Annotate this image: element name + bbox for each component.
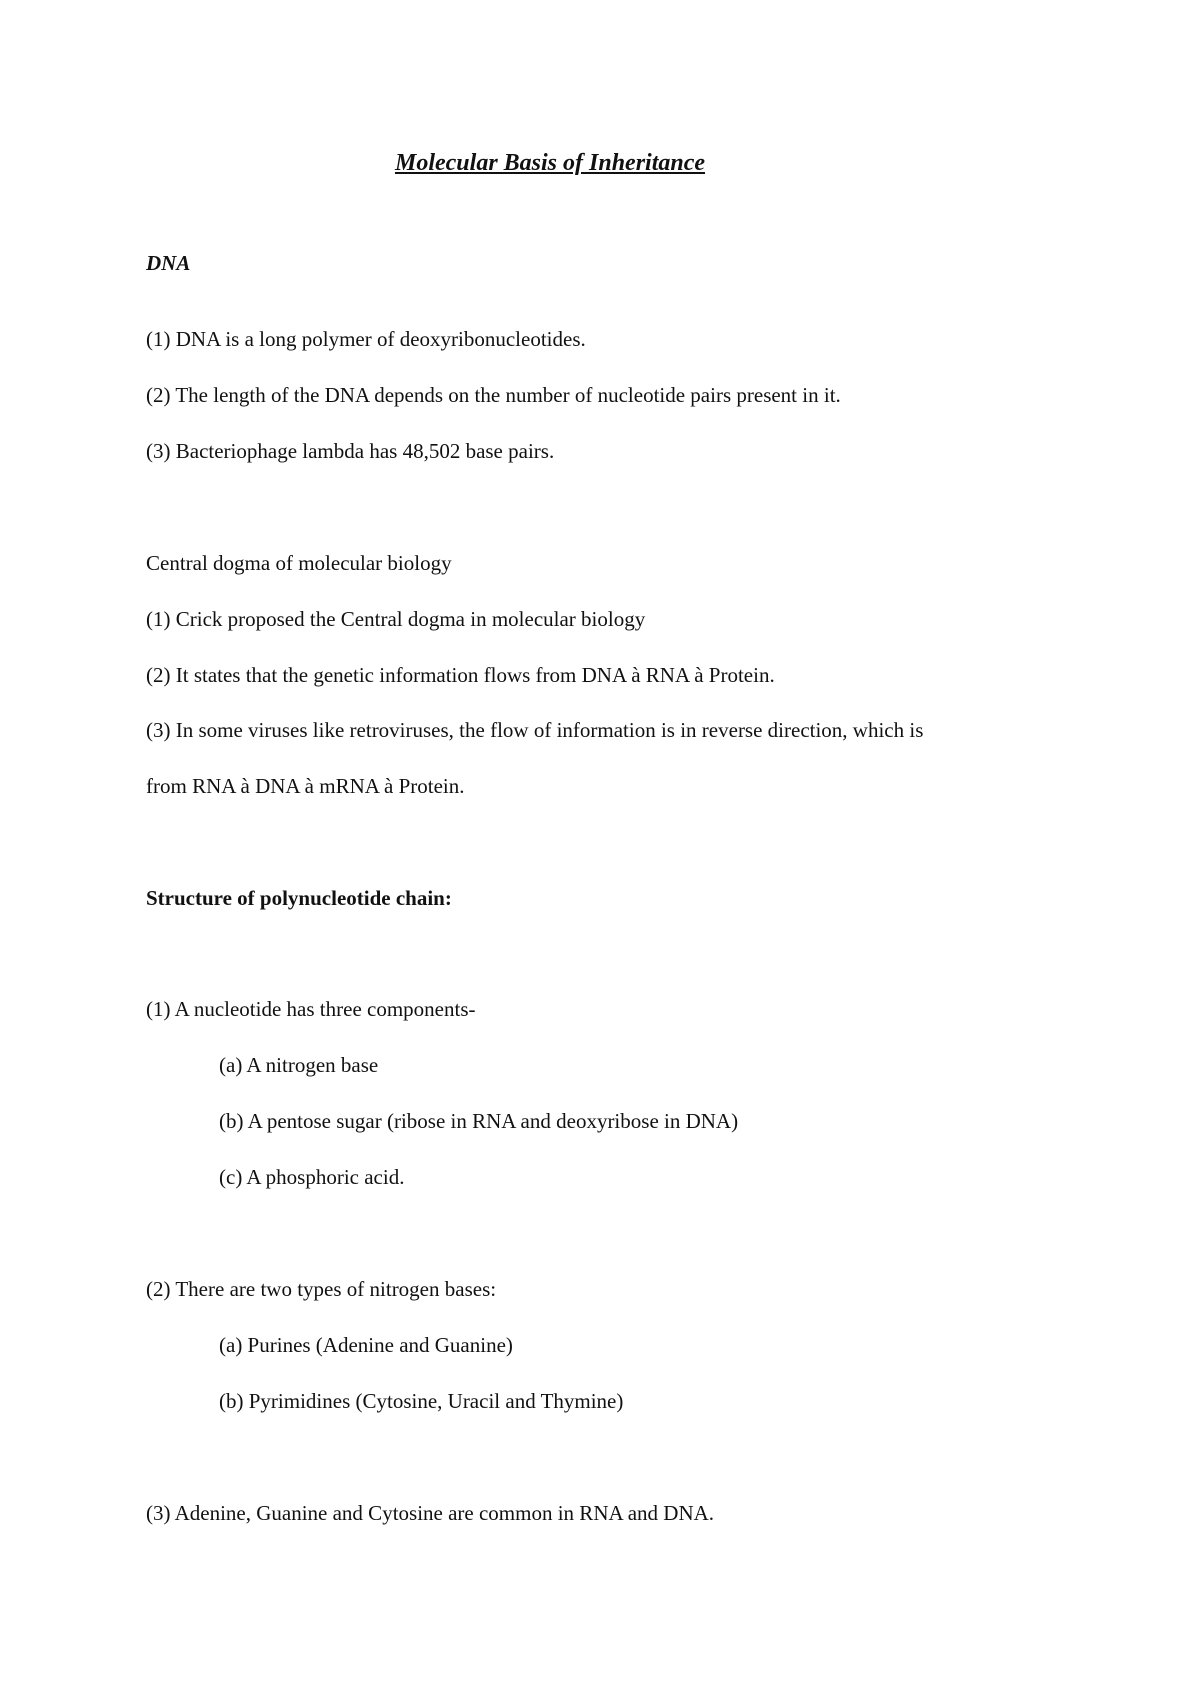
structure-point-1b: (b) A pentose sugar (ribose in RNA and deoxyribose in DNA) [219,1109,739,1133]
structure-point-1c: (c) A phosphoric acid. [219,1165,405,1189]
central-dogma-heading: Central dogma of molecular biology [146,551,452,575]
structure-point-3: (3) Adenine, Guanine and Cytosine are common in RNA and DNA. [146,1501,715,1525]
structure-heading: Structure of polynucleotide chain: [146,886,452,910]
dna-point-1: (1) DNA is a long polymer of deoxyribonucleotides. [146,327,586,351]
central-dogma-point-1: (1) Crick proposed the Central dogma in molecular biology [146,607,646,631]
central-dogma-point-3-continued: from RNA à DNA à mRNA à Protein. [146,774,465,798]
document-title: Molecular Basis of Inheritance [394,150,706,176]
central-dogma-point-2: (2) It states that the genetic information flows from DNA à RNA à Protein. [146,663,775,687]
structure-point-2b: (b) Pyrimidines (Cytosine, Uracil and Thymine) [219,1389,624,1413]
central-dogma-point-3: (3) In some viruses like retroviruses, the flow of information is in reverse direction, which is [146,718,924,742]
structure-point-1: (1) A nucleotide has three components- [146,997,476,1021]
dna-point-2: (2) The length of the DNA depends on the number of nucleotide pairs present in it. [146,383,841,407]
dna-point-3: (3) Bacteriophage lambda has 48,502 base pairs. [146,439,555,463]
dna-heading: DNA [146,251,191,275]
structure-point-2a: (a) Purines (Adenine and Guanine) [219,1333,513,1357]
structure-point-1a: (a) A nitrogen base [219,1053,379,1077]
structure-point-2: (2) There are two types of nitrogen bases: [146,1277,497,1301]
